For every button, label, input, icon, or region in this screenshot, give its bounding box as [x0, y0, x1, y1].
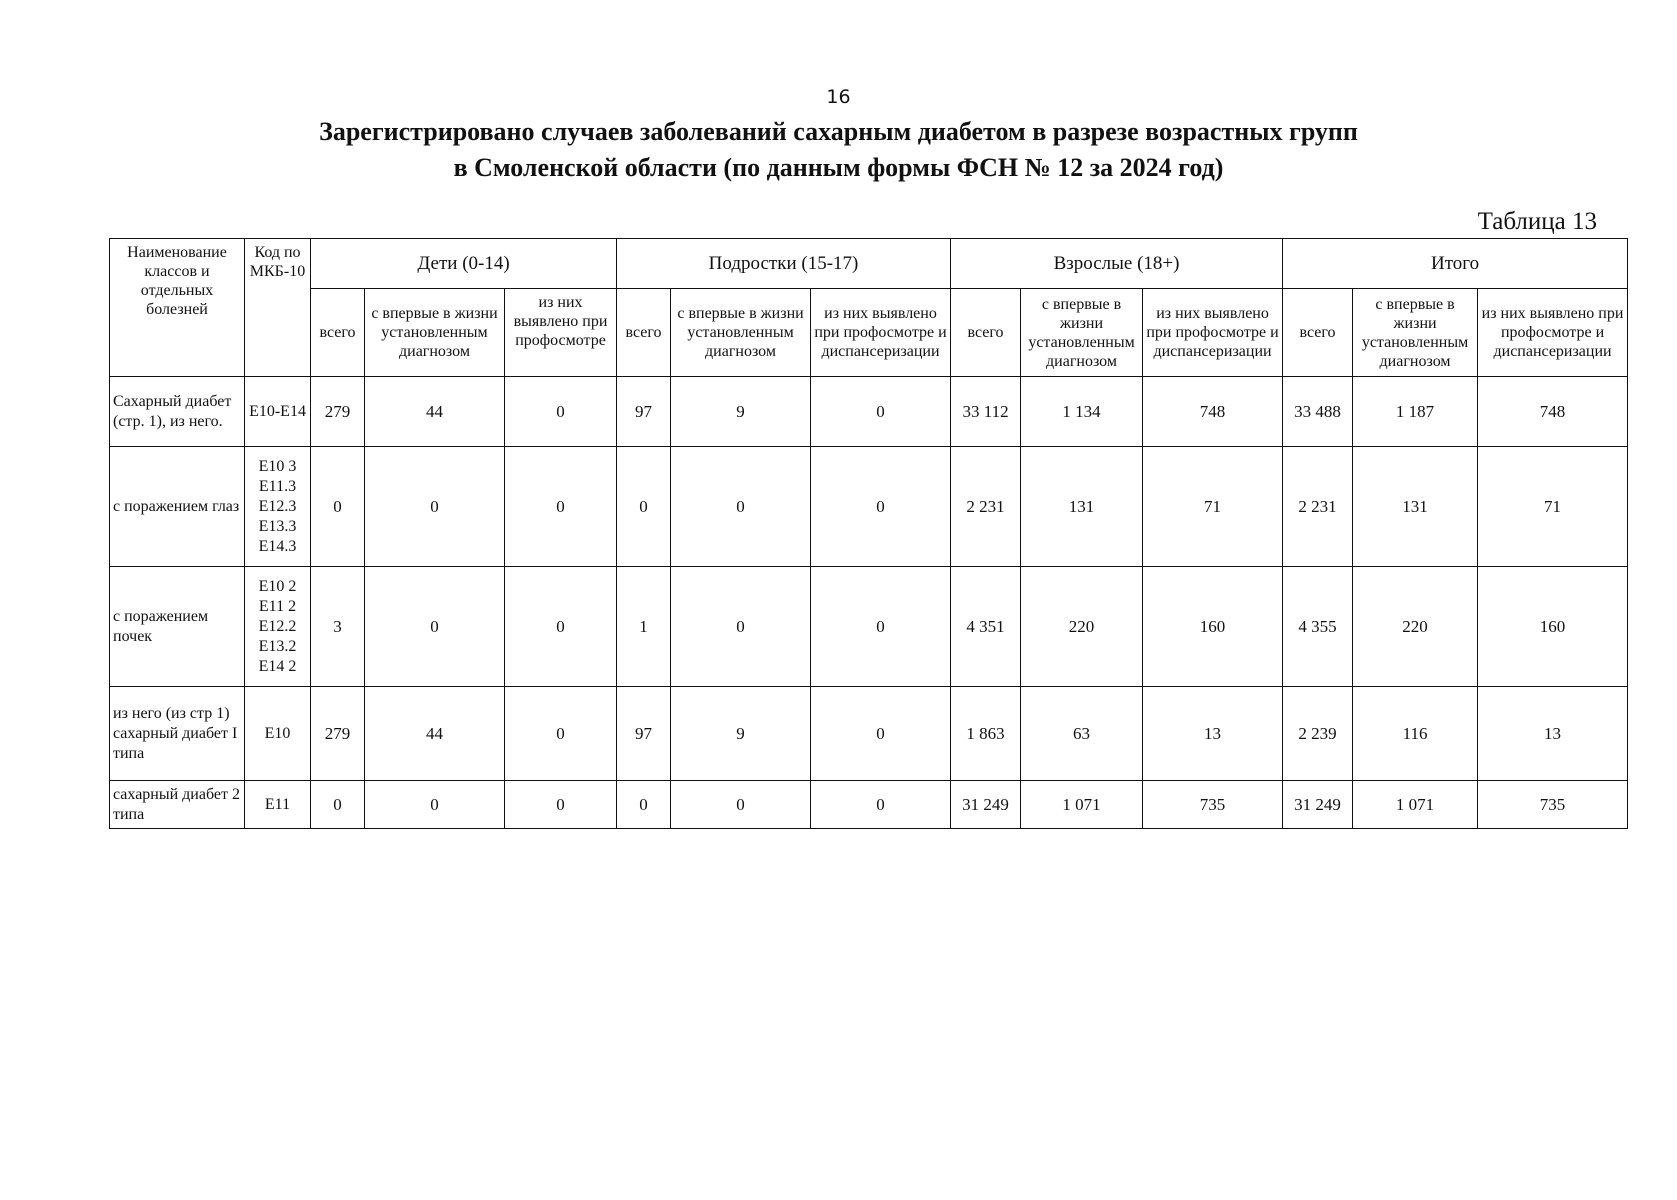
table-row — [110, 377, 1628, 447]
diabetes-table — [109, 238, 1628, 829]
cell-value: 0 — [811, 687, 951, 781]
header-group-teens: Подростки (15-17) — [617, 239, 951, 289]
cell-value: 160 — [1478, 567, 1628, 687]
cell-value: 0 — [617, 781, 671, 829]
cell-value: 1 — [617, 567, 671, 687]
cell-value: 97 — [617, 687, 671, 781]
cell-value: 2 239 — [1283, 687, 1353, 781]
code-line: Е10 — [264, 724, 291, 742]
row-code — [245, 447, 311, 567]
cell-value: 0 — [365, 781, 505, 829]
header-teens-total: всего — [617, 289, 671, 377]
code-line: Е10-Е14 — [249, 402, 306, 420]
cell-value: 44 — [365, 687, 505, 781]
cell-value: 279 — [311, 687, 365, 781]
code-line: Е13.3 — [258, 517, 297, 535]
cell-value: 220 — [1021, 567, 1143, 687]
cell-value: 0 — [811, 377, 951, 447]
cell-value: 131 — [1353, 447, 1478, 567]
table-row — [110, 447, 1628, 567]
cell-value: 44 — [365, 377, 505, 447]
cell-value: 4 355 — [1283, 567, 1353, 687]
cell-value: 3 — [311, 567, 365, 687]
cell-value: 0 — [365, 447, 505, 567]
code-line: Е10 2 — [258, 577, 297, 595]
cell-value: 97 — [617, 377, 671, 447]
header-children-prof: из них выявлено при профосмотре — [505, 289, 617, 377]
code-line: Е12.2 — [258, 617, 297, 635]
cell-value: 2 231 — [1283, 447, 1353, 567]
row-code — [245, 377, 311, 447]
cell-value: 1 187 — [1353, 377, 1478, 447]
header-adults-total: всего — [951, 289, 1021, 377]
cell-value: 220 — [1353, 567, 1478, 687]
cell-value: 748 — [1143, 377, 1283, 447]
cell-value: 0 — [811, 447, 951, 567]
cell-value: 279 — [311, 377, 365, 447]
header-group-children: Дети (0-14) — [311, 239, 617, 289]
cell-value: 1 071 — [1353, 781, 1478, 829]
table-label: Таблица 13 — [1477, 208, 1597, 235]
cell-value: 131 — [1021, 447, 1143, 567]
cell-value: 0 — [505, 687, 617, 781]
cell-value: 13 — [1478, 687, 1628, 781]
cell-value: 735 — [1478, 781, 1628, 829]
header-row-subcolumns — [110, 289, 1628, 377]
title-line-2: в Смоленской области (по данным формы ФСН № 12 за 2024 год) — [453, 153, 1224, 182]
code-line: Е11 2 — [258, 597, 297, 615]
row-name: с поражением глаз — [110, 447, 245, 567]
cell-value: 0 — [505, 781, 617, 829]
row-name: Сахарный диабет (стр. 1), из него. — [110, 377, 245, 447]
cell-value: 0 — [505, 567, 617, 687]
cell-value: 9 — [671, 687, 811, 781]
header-adults-prof-disp: из них выявлено при профосмотре и диспансеризации — [1143, 289, 1283, 377]
header-children-total: всего — [311, 289, 365, 377]
header-total-total: всего — [1283, 289, 1353, 377]
title-line-1: Зарегистрировано случаев заболеваний сахарным диабетом в разрезе возрастных групп — [319, 117, 1358, 146]
header-group-adults: Взрослые (18+) — [951, 239, 1283, 289]
cell-value: 1 134 — [1021, 377, 1143, 447]
cell-value: 0 — [671, 781, 811, 829]
cell-value: 735 — [1143, 781, 1283, 829]
cell-value: 31 249 — [1283, 781, 1353, 829]
cell-value: 0 — [311, 781, 365, 829]
cell-value: 2 231 — [951, 447, 1021, 567]
cell-value: 31 249 — [951, 781, 1021, 829]
cell-value: 33 488 — [1283, 377, 1353, 447]
cell-value: 0 — [311, 447, 365, 567]
code-line: Е14 2 — [258, 657, 297, 675]
cell-value: 0 — [365, 567, 505, 687]
row-code — [245, 781, 311, 829]
header-code-column: Код по МКБ-10 — [245, 239, 311, 377]
code-line: Е13.2 — [258, 637, 297, 655]
cell-value: 160 — [1143, 567, 1283, 687]
cell-value: 0 — [671, 567, 811, 687]
row-name: сахарный диабет 2 типа — [110, 781, 245, 829]
row-name: с поражением почек — [110, 567, 245, 687]
cell-value: 1 863 — [951, 687, 1021, 781]
code-line: Е10 3 — [258, 457, 297, 475]
table-row — [110, 687, 1628, 781]
header-group-total: Итого — [1283, 239, 1628, 289]
cell-value: 13 — [1143, 687, 1283, 781]
cell-value: 0 — [505, 377, 617, 447]
cell-value: 33 112 — [951, 377, 1021, 447]
cell-value: 71 — [1478, 447, 1628, 567]
row-name: из него (из стр 1) сахарный диабет I типа — [110, 687, 245, 781]
cell-value: 9 — [671, 377, 811, 447]
row-code — [245, 687, 311, 781]
cell-value: 0 — [811, 781, 951, 829]
code-line: Е12.3 — [258, 497, 297, 515]
cell-value: 63 — [1021, 687, 1143, 781]
header-name-column: Наименование классов и отдельных болезней — [110, 239, 245, 377]
header-row-groups — [110, 239, 1628, 289]
cell-value: 0 — [811, 567, 951, 687]
header-teens-prof-disp: из них выявлено при профосмотре и диспансеризации — [811, 289, 951, 377]
header-teens-first-time: с впервые в жизни установленным диагнозом — [671, 289, 811, 377]
code-line: Е14.3 — [258, 537, 297, 555]
row-code — [245, 567, 311, 687]
cell-value: 71 — [1143, 447, 1283, 567]
page-number: 16 — [826, 86, 851, 108]
cell-value: 116 — [1353, 687, 1478, 781]
cell-value: 0 — [671, 447, 811, 567]
header-children-first-time: с впервые в жизни установленным диагнозом — [365, 289, 505, 377]
header-adults-first-time: с впервые в жизни установленным диагнозом — [1021, 289, 1143, 377]
header-total-prof-disp: из них выявлено при профосмотре и диспансеризации — [1478, 289, 1628, 377]
cell-value: 1 071 — [1021, 781, 1143, 829]
cell-value: 0 — [505, 447, 617, 567]
code-line: Е11.3 — [258, 477, 297, 495]
cell-value: 748 — [1478, 377, 1628, 447]
page-title — [0, 114, 1677, 186]
table-row — [110, 567, 1628, 687]
cell-value: 0 — [617, 447, 671, 567]
cell-value: 4 351 — [951, 567, 1021, 687]
table-row — [110, 781, 1628, 829]
header-total-first-time: с впервые в жизни установленным диагнозом — [1353, 289, 1478, 377]
code-line: Е11 — [264, 795, 291, 813]
